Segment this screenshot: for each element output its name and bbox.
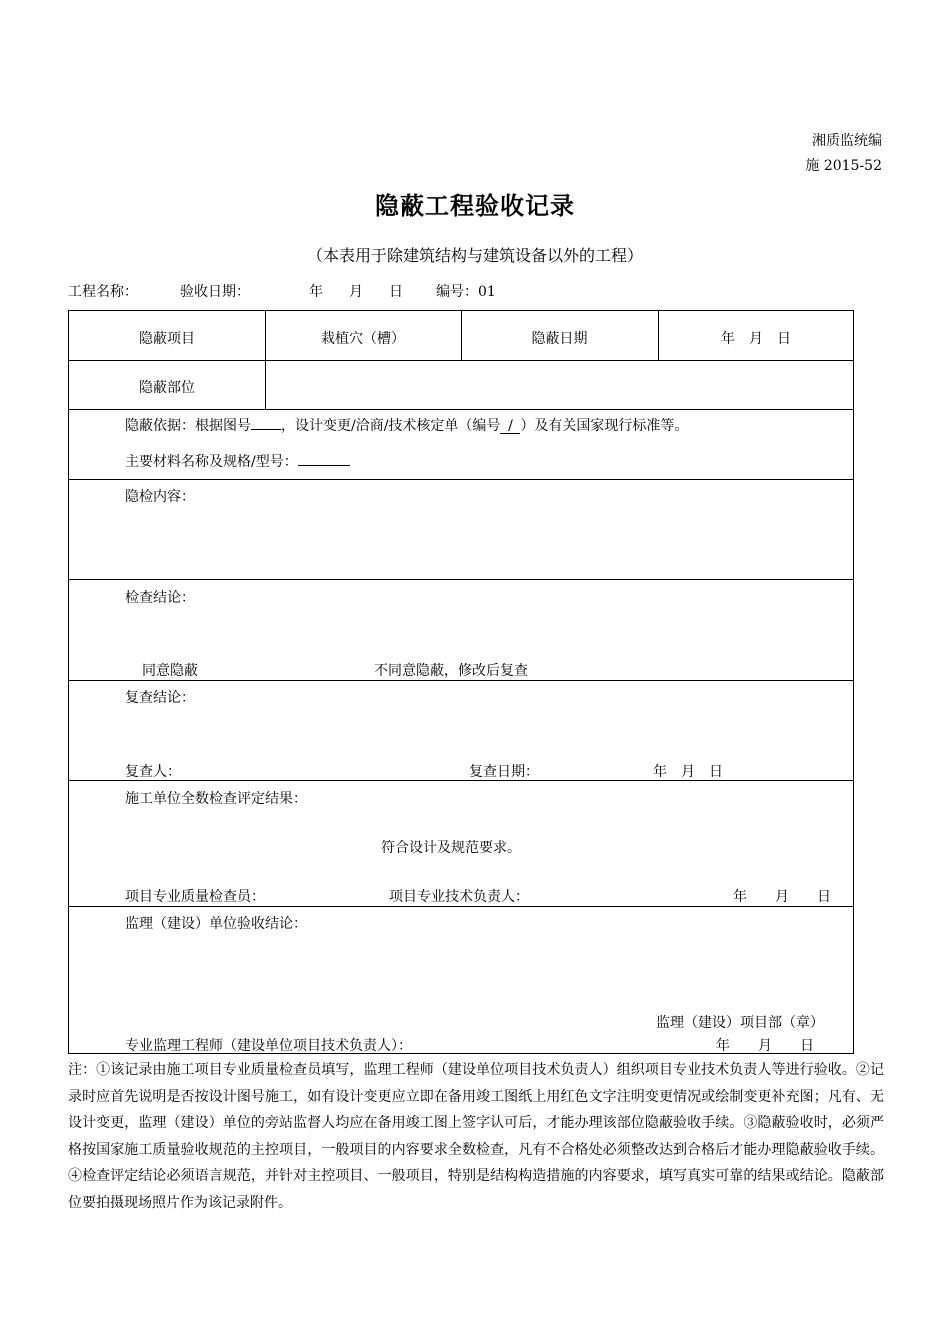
row-divider xyxy=(69,360,853,361)
record-number: 编号：01 xyxy=(436,284,496,300)
basis-suffix: ）及有关国家现行标准等。 xyxy=(520,418,689,434)
quality-inspector-label: 项目专业质量检查员： xyxy=(125,889,265,905)
project-name-label: 工程名称： xyxy=(68,284,138,300)
meta-month: 月 xyxy=(349,284,363,300)
hidden-date-value: 年 月 日 xyxy=(721,331,791,347)
meta-year: 年 xyxy=(309,284,323,300)
check-conclusion-label: 检查结论： xyxy=(125,590,195,606)
material-line xyxy=(125,451,350,471)
material-label: 主要材料名称及规格/型号： xyxy=(125,454,298,470)
form-notes: 注：①该记录由施工项目专业质量检查员填写，监理工程师（建设单位项目技术负责人）组织项目专业技术负责人等进行验收。②记录时应首先说明是否按设计图号施工，如有设计变更应立即在备用竣工图纸上用红色文字注明变更情况或绘制变更补充图；凡有、无设计变更，监理（建设）单位的旁站监督人均应在备用竣工图上签字认可后，才能办理该部位隐蔽验收手续。③隐蔽验收时，必须严格按国家施工质量验收规范的主控项目，一般项目的内容要求全数检查，凡有不合格处必须整改达到合格后才能办理隐蔽验收手续。④检查评定结论必须语言规范，并针对主控项目、一般项目，特别是结构构造措施的内容要求，填写真实可靠的结果或结论。隐蔽部位要拍摄现场照片作为该记录附件。 xyxy=(68,1062,884,1211)
disagree-hidden-option: 不同意隐蔽，修改后复查 xyxy=(374,663,528,679)
supervision-dept-stamp: 监理（建设）项目部（章） xyxy=(656,1015,824,1031)
inspection-content-label: 隐检内容： xyxy=(125,489,195,505)
page-title: 隐蔽工程验收记录 xyxy=(375,191,575,220)
basis-middle: ，设计变更/洽商/技术核定单（编号 xyxy=(281,418,501,434)
hidden-item-value: 栽植穴（槽） xyxy=(321,331,405,347)
material-blank xyxy=(298,465,350,466)
row-divider xyxy=(69,780,853,781)
drawing-number-blank xyxy=(251,429,281,430)
row-divider xyxy=(69,409,853,410)
basis-line xyxy=(125,415,688,435)
contractor-result-label: 施工单位全数检查评定结果： xyxy=(125,791,307,807)
change-number-value: / xyxy=(500,419,520,434)
hidden-part-label: 隐蔽部位 xyxy=(139,380,195,396)
page-subtitle: （本表用于除建筑结构与建筑设备以外的工程） xyxy=(306,246,643,265)
supervision-date-value: 年 月 日 xyxy=(716,1038,814,1054)
supervision-engineer-label: 专业监理工程师（建设单位项目技术负责人）： xyxy=(125,1038,412,1054)
column-divider xyxy=(265,311,266,409)
row-divider xyxy=(69,680,853,681)
recheck-person-label: 复查人： xyxy=(125,764,181,780)
contractor-date-value: 年 月 日 xyxy=(733,889,831,905)
supervision-conclusion-label: 监理（建设）单位验收结论： xyxy=(125,916,307,932)
agree-hidden-option: 同意隐蔽 xyxy=(142,663,198,679)
contractor-result-text: 符合设计及规范要求。 xyxy=(381,840,521,856)
form-code-line2: 施 2015-52 xyxy=(805,158,882,174)
inspection-date-label: 验收日期： xyxy=(180,284,250,300)
recheck-conclusion-label: 复查结论： xyxy=(125,690,195,706)
row-divider xyxy=(69,906,853,907)
inspection-form-table xyxy=(68,310,854,1054)
hidden-date-label: 隐蔽日期 xyxy=(531,331,588,347)
form-code-line1: 湘质监统编 xyxy=(812,133,882,149)
meta-day: 日 xyxy=(389,284,403,300)
row-divider xyxy=(69,479,853,480)
basis-prefix: 隐蔽依据：根据图号 xyxy=(125,418,251,434)
tech-lead-label: 项目专业技术负责人： xyxy=(389,889,529,905)
row-divider xyxy=(69,579,853,580)
recheck-date-value: 年 月 日 xyxy=(653,764,723,780)
hidden-item-label: 隐蔽项目 xyxy=(139,331,195,347)
recheck-date-label: 复查日期： xyxy=(469,764,539,780)
